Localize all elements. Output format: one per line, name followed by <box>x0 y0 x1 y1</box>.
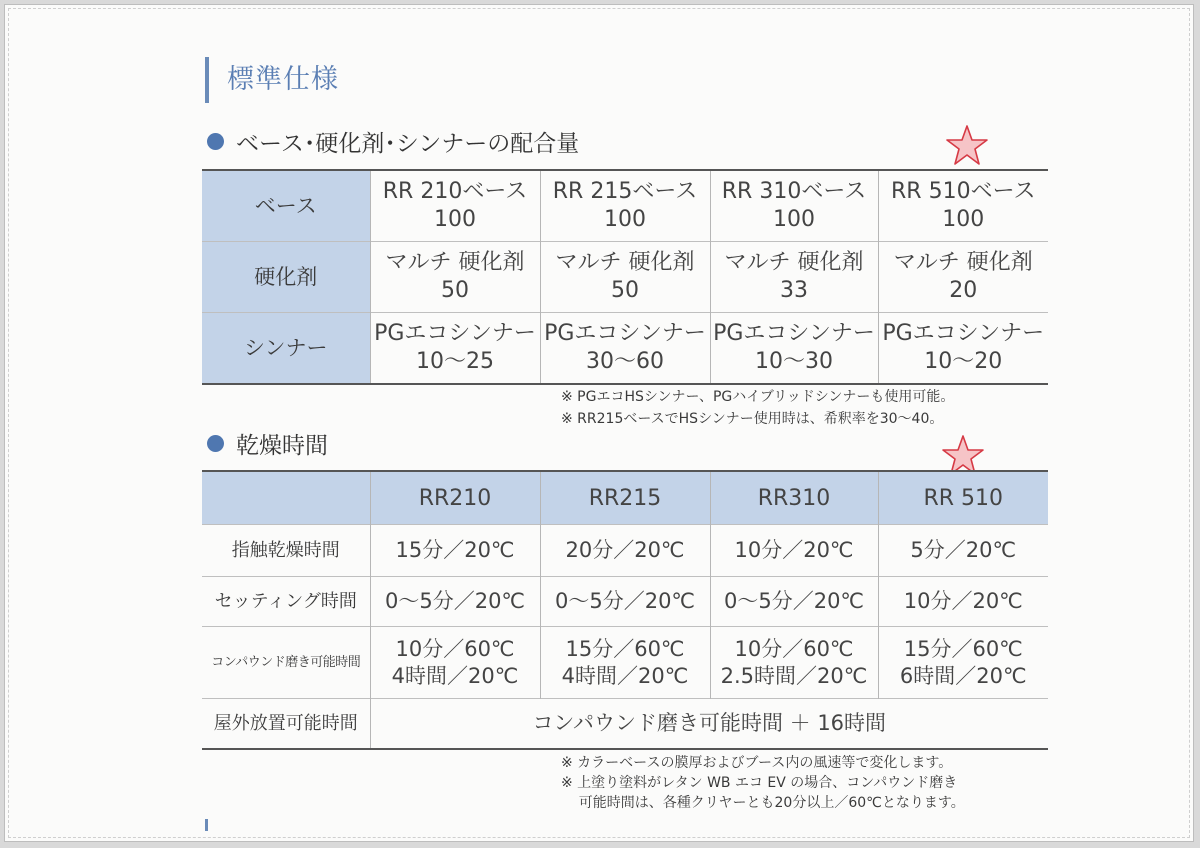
table-row <box>202 242 1048 313</box>
table-cell: マルチ 硬化剤 50 <box>540 242 710 313</box>
dry-note: 可能時間は、各種クリヤーとも20分以上／60℃となります。 <box>561 795 965 811</box>
bullet-dot-icon <box>207 435 224 452</box>
dry-note: ※ カラーベースの膜厚およびブース内の風速等で変化します。 <box>561 755 953 771</box>
table-header-row <box>202 471 1048 525</box>
table-cell: 15分／20℃ <box>370 525 540 577</box>
row-label: 屋外放置可能時間 <box>202 699 370 749</box>
table-cell: 10分／60℃ 4時間／20℃ <box>370 627 540 699</box>
table-cell: 0～5分／20℃ <box>370 577 540 627</box>
star-icon <box>945 123 989 167</box>
table-cell: 20分／20℃ <box>540 525 710 577</box>
row-label: ベース <box>202 170 370 242</box>
header-cell-empty <box>202 471 370 525</box>
table-cell: 0～5分／20℃ <box>710 577 878 627</box>
table-row <box>202 313 1048 385</box>
footer-marker <box>205 819 208 831</box>
row-label: 指触乾燥時間 <box>202 525 370 577</box>
table-cell: RR 210ベース 100 <box>370 170 540 242</box>
table-row <box>202 699 1048 749</box>
dry-table <box>202 470 1048 750</box>
table-cell: PGエコシンナー 10～20 <box>878 313 1048 385</box>
bullet-dot-icon <box>207 133 224 150</box>
table-cell: 10分／20℃ <box>710 525 878 577</box>
table-cell: RR 215ベース 100 <box>540 170 710 242</box>
table-cell: 15分／60℃ 4時間／20℃ <box>540 627 710 699</box>
dry-heading <box>207 425 328 461</box>
dry-note: ※ 上塗り塗料がレタン WB エコ EV の場合、コンパウンド磨き <box>561 775 958 791</box>
table-cell: マルチ 硬化剤 20 <box>878 242 1048 313</box>
table-cell: RR 310ベース 100 <box>710 170 878 242</box>
mix-note: ※ RR215ベースでHSシンナー使用時は、希釈率を30～40。 <box>561 411 944 427</box>
section-title: 標準仕様 <box>205 57 339 103</box>
spec-page <box>4 4 1194 842</box>
table-cell: PGエコシンナー 10～25 <box>370 313 540 385</box>
table-cell: RR 510ベース 100 <box>878 170 1048 242</box>
row-label: 硬化剤 <box>202 242 370 313</box>
table-cell: 15分／60℃ 6時間／20℃ <box>878 627 1048 699</box>
table-cell: 10分／60℃ 2.5時間／20℃ <box>710 627 878 699</box>
table-row <box>202 170 1048 242</box>
table-row <box>202 577 1048 627</box>
mix-heading-text: ベース･硬化剤･シンナーの配合量 <box>236 130 580 157</box>
table-cell: マルチ 硬化剤 50 <box>370 242 540 313</box>
mix-table <box>202 169 1048 385</box>
table-row <box>202 525 1048 577</box>
table-row <box>202 627 1048 699</box>
row-label: コンパウンド磨き可能時間 <box>202 627 370 699</box>
column-header: RR 510 <box>878 471 1048 525</box>
column-header: RR215 <box>540 471 710 525</box>
column-header: RR310 <box>710 471 878 525</box>
dry-heading-text: 乾燥時間 <box>236 432 328 459</box>
mix-heading <box>207 123 579 159</box>
table-cell: マルチ 硬化剤 33 <box>710 242 878 313</box>
row-label: セッティング時間 <box>202 577 370 627</box>
row-label: シンナー <box>202 313 370 385</box>
table-cell: PGエコシンナー 30～60 <box>540 313 710 385</box>
table-cell: 10分／20℃ <box>878 577 1048 627</box>
column-header: RR210 <box>370 471 540 525</box>
table-cell: PGエコシンナー 10～30 <box>710 313 878 385</box>
table-cell: コンパウンド磨き可能時間 ＋ 16時間 <box>370 699 1048 749</box>
table-cell: 5分／20℃ <box>878 525 1048 577</box>
table-cell: 0～5分／20℃ <box>540 577 710 627</box>
mix-note: ※ PGエコHSシンナー、PGハイブリッドシンナーも使用可能。 <box>561 389 955 405</box>
